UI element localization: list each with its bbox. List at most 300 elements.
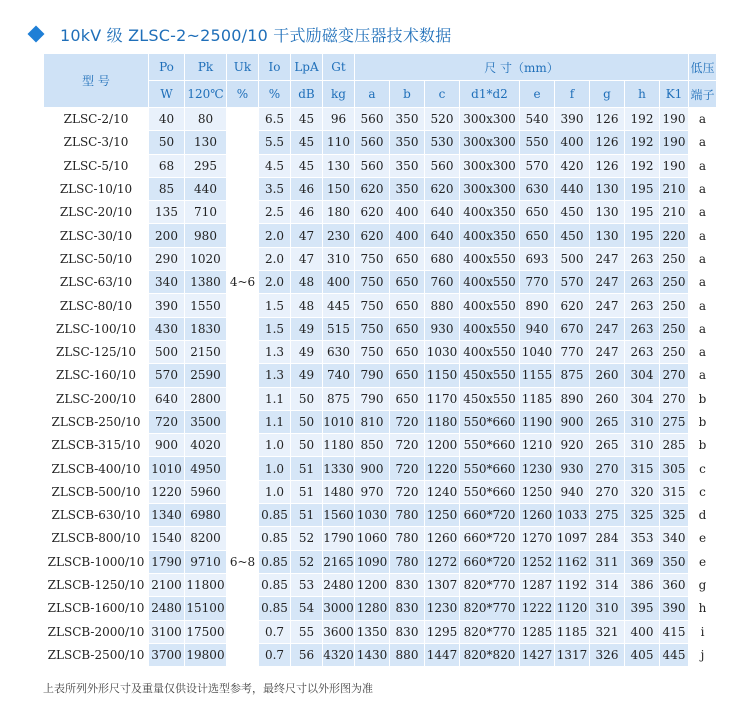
dim-b-cell: 400 bbox=[390, 201, 425, 224]
dim-f-cell: 620 bbox=[555, 294, 590, 317]
gt-cell: 1560 bbox=[323, 504, 355, 527]
dim-a-cell: 560 bbox=[355, 131, 390, 154]
dim-b-cell: 880 bbox=[390, 643, 425, 666]
lpa-cell: 45 bbox=[291, 108, 323, 131]
table-header bbox=[44, 54, 717, 108]
dim-b-cell: 400 bbox=[390, 224, 425, 247]
table-row bbox=[44, 434, 717, 457]
gt-cell: 1790 bbox=[323, 527, 355, 550]
dim-c-cell: 1295 bbox=[425, 620, 460, 643]
po-cell: 85 bbox=[149, 177, 185, 200]
terminal-cell: a bbox=[689, 224, 717, 247]
dim-g-cell: 284 bbox=[590, 527, 625, 550]
dim-g-cell: 270 bbox=[590, 480, 625, 503]
dim-d-cell: 400x550 bbox=[460, 247, 520, 270]
dim-g-cell: 247 bbox=[590, 294, 625, 317]
dim-a-cell: 850 bbox=[355, 434, 390, 457]
dim-a-cell: 1430 bbox=[355, 643, 390, 666]
dim-d-cell: 300x300 bbox=[460, 177, 520, 200]
po-cell: 900 bbox=[149, 434, 185, 457]
dim-k1-cell: 210 bbox=[660, 201, 689, 224]
dim-c-cell: 620 bbox=[425, 177, 460, 200]
terminal-cell: a bbox=[689, 108, 717, 131]
model-cell: ZLSC-10/10 bbox=[44, 177, 149, 200]
table-row bbox=[44, 480, 717, 503]
gt-cell: 110 bbox=[323, 131, 355, 154]
dim-e-cell: 770 bbox=[520, 271, 555, 294]
po-cell: 135 bbox=[149, 201, 185, 224]
dim-b-cell: 720 bbox=[390, 410, 425, 433]
io-cell: 0.7 bbox=[259, 620, 291, 643]
dim-c-cell: 1260 bbox=[425, 527, 460, 550]
lpa-cell: 51 bbox=[291, 457, 323, 480]
dim-d-cell: 400x550 bbox=[460, 340, 520, 363]
pk-cell: 1380 bbox=[185, 271, 227, 294]
dim-h-cell: 195 bbox=[625, 201, 660, 224]
po-cell: 50 bbox=[149, 131, 185, 154]
table-row bbox=[44, 410, 717, 433]
po-cell: 40 bbox=[149, 108, 185, 131]
dim-e-cell: 550 bbox=[520, 131, 555, 154]
dim-d-cell: 660*720 bbox=[460, 504, 520, 527]
dim-d-cell: 300x300 bbox=[460, 131, 520, 154]
model-cell: ZLSC-125/10 bbox=[44, 340, 149, 363]
dim-b-cell: 650 bbox=[390, 294, 425, 317]
dim-h-cell: 192 bbox=[625, 108, 660, 131]
dim-f-cell: 1185 bbox=[555, 620, 590, 643]
terminal-cell: a bbox=[689, 317, 717, 340]
lpa-cell: 52 bbox=[291, 527, 323, 550]
dim-h-cell: 405 bbox=[625, 643, 660, 666]
pk-cell: 11800 bbox=[185, 573, 227, 596]
dim-h-cell: 315 bbox=[625, 457, 660, 480]
terminal-cell: c bbox=[689, 480, 717, 503]
gt-cell: 2165 bbox=[323, 550, 355, 573]
dim-k1-cell: 190 bbox=[660, 108, 689, 131]
po-cell: 430 bbox=[149, 317, 185, 340]
dim-a-cell: 790 bbox=[355, 387, 390, 410]
lpa-cell: 47 bbox=[291, 224, 323, 247]
dim-h-cell: 263 bbox=[625, 271, 660, 294]
lpa-cell: 55 bbox=[291, 620, 323, 643]
dim-b-cell: 830 bbox=[390, 597, 425, 620]
dim-h-cell: 369 bbox=[625, 550, 660, 573]
dim-k1-cell: 270 bbox=[660, 364, 689, 387]
gt-cell: 445 bbox=[323, 294, 355, 317]
dim-d-cell: 450x550 bbox=[460, 364, 520, 387]
gt-cell: 3600 bbox=[323, 620, 355, 643]
dim-a-cell: 560 bbox=[355, 108, 390, 131]
table-row bbox=[44, 131, 717, 154]
po-cell: 1010 bbox=[149, 457, 185, 480]
gt-cell: 2480 bbox=[323, 573, 355, 596]
title-row bbox=[30, 22, 451, 46]
dim-e-cell: 693 bbox=[520, 247, 555, 270]
pk-cell: 4020 bbox=[185, 434, 227, 457]
terminal-cell: a bbox=[689, 177, 717, 200]
dim-g-header: g bbox=[590, 81, 625, 108]
dim-h-cell: 304 bbox=[625, 387, 660, 410]
pk-cell: 980 bbox=[185, 224, 227, 247]
gt-header: Gt bbox=[323, 54, 355, 81]
dim-b-cell: 650 bbox=[390, 340, 425, 363]
model-cell: ZLSC-20/10 bbox=[44, 201, 149, 224]
io-cell: 1.1 bbox=[259, 410, 291, 433]
dim-e-cell: 1040 bbox=[520, 340, 555, 363]
lpa-cell: 50 bbox=[291, 410, 323, 433]
pk-cell: 130 bbox=[185, 131, 227, 154]
dim-e-cell: 1287 bbox=[520, 573, 555, 596]
dim-c-cell: 1200 bbox=[425, 434, 460, 457]
dim-b-cell: 830 bbox=[390, 573, 425, 596]
table-row bbox=[44, 457, 717, 480]
model-cell: ZLSCB-630/10 bbox=[44, 504, 149, 527]
dim-d-cell: 550*660 bbox=[460, 457, 520, 480]
dim-e-cell: 1190 bbox=[520, 410, 555, 433]
table-row bbox=[44, 364, 717, 387]
model-cell: ZLSC-50/10 bbox=[44, 247, 149, 270]
dim-f-cell: 1033 bbox=[555, 504, 590, 527]
dim-k1-cell: 390 bbox=[660, 597, 689, 620]
terminal-cell: b bbox=[689, 387, 717, 410]
io-unit: % bbox=[259, 81, 291, 108]
dim-c-cell: 1180 bbox=[425, 410, 460, 433]
dim-b-cell: 650 bbox=[390, 387, 425, 410]
dim-k1-cell: 220 bbox=[660, 224, 689, 247]
dim-c-cell: 1150 bbox=[425, 364, 460, 387]
pk-cell: 2590 bbox=[185, 364, 227, 387]
table-body bbox=[44, 108, 717, 667]
dim-g-cell: 310 bbox=[590, 597, 625, 620]
dim-f-cell: 500 bbox=[555, 247, 590, 270]
uk-group-cell: 6~8 bbox=[227, 457, 259, 667]
io-cell: 1.0 bbox=[259, 457, 291, 480]
dim-d-cell: 400x350 bbox=[460, 224, 520, 247]
dim-g-cell: 275 bbox=[590, 504, 625, 527]
io-header: Io bbox=[259, 54, 291, 81]
gt-unit: kg bbox=[323, 81, 355, 108]
lpa-cell: 54 bbox=[291, 597, 323, 620]
pk-cell: 17500 bbox=[185, 620, 227, 643]
dim-c-cell: 640 bbox=[425, 224, 460, 247]
lpa-cell: 45 bbox=[291, 154, 323, 177]
dim-c-cell: 880 bbox=[425, 294, 460, 317]
lpa-cell: 49 bbox=[291, 317, 323, 340]
gt-cell: 1480 bbox=[323, 480, 355, 503]
dim-g-cell: 130 bbox=[590, 224, 625, 247]
dim-f-cell: 890 bbox=[555, 387, 590, 410]
dim-f-cell: 400 bbox=[555, 131, 590, 154]
dim-a-cell: 1090 bbox=[355, 550, 390, 573]
io-cell: 0.85 bbox=[259, 573, 291, 596]
diamond-bullet-icon bbox=[28, 26, 45, 43]
table-row bbox=[44, 643, 717, 666]
gt-cell: 150 bbox=[323, 177, 355, 200]
pk-cell: 2150 bbox=[185, 340, 227, 363]
dim-g-cell: 311 bbox=[590, 550, 625, 573]
model-cell: ZLSCB-800/10 bbox=[44, 527, 149, 550]
dim-h-cell: 195 bbox=[625, 177, 660, 200]
dim-e-cell: 570 bbox=[520, 154, 555, 177]
model-cell: ZLSCB-2500/10 bbox=[44, 643, 149, 666]
po-cell: 1790 bbox=[149, 550, 185, 573]
dim-a-cell: 750 bbox=[355, 271, 390, 294]
po-cell: 3700 bbox=[149, 643, 185, 666]
dim-e-cell: 650 bbox=[520, 201, 555, 224]
io-cell: 5.5 bbox=[259, 131, 291, 154]
dim-a-cell: 750 bbox=[355, 340, 390, 363]
dim-c-cell: 640 bbox=[425, 201, 460, 224]
terminal-cell: b bbox=[689, 434, 717, 457]
dim-h-cell: 320 bbox=[625, 480, 660, 503]
model-cell: ZLSC-63/10 bbox=[44, 271, 149, 294]
dim-c-cell: 1272 bbox=[425, 550, 460, 573]
model-cell: ZLSC-3/10 bbox=[44, 131, 149, 154]
footer-note: 上表所列外形尺寸及重量仅供设计选型参考，最终尺寸以外形图为准 bbox=[43, 682, 373, 695]
dim-d-header: d1*d2 bbox=[460, 81, 520, 108]
dim-e-cell: 1155 bbox=[520, 364, 555, 387]
dim-f-cell: 1192 bbox=[555, 573, 590, 596]
po-cell: 2100 bbox=[149, 573, 185, 596]
lpa-cell: 50 bbox=[291, 387, 323, 410]
terminal-cell: a bbox=[689, 131, 717, 154]
dim-d-cell: 400x550 bbox=[460, 317, 520, 340]
dim-k1-cell: 445 bbox=[660, 643, 689, 666]
dim-b-cell: 650 bbox=[390, 317, 425, 340]
model-cell: ZLSC-80/10 bbox=[44, 294, 149, 317]
gt-cell: 400 bbox=[323, 271, 355, 294]
dim-d-cell: 400x350 bbox=[460, 201, 520, 224]
dim-k1-cell: 275 bbox=[660, 410, 689, 433]
lpa-cell: 50 bbox=[291, 434, 323, 457]
pk-unit: 120℃ bbox=[185, 81, 227, 108]
uk-group-cell: 4~6 bbox=[227, 108, 259, 457]
lpa-header: LpA bbox=[291, 54, 323, 81]
dim-a-cell: 1030 bbox=[355, 504, 390, 527]
dim-a-cell: 620 bbox=[355, 224, 390, 247]
gt-cell: 180 bbox=[323, 201, 355, 224]
dim-e-cell: 1285 bbox=[520, 620, 555, 643]
model-cell: ZLSCB-1600/10 bbox=[44, 597, 149, 620]
gt-cell: 1330 bbox=[323, 457, 355, 480]
terminal-cell: a bbox=[689, 247, 717, 270]
pk-cell: 710 bbox=[185, 201, 227, 224]
dim-k1-cell: 250 bbox=[660, 340, 689, 363]
dim-e-cell: 1185 bbox=[520, 387, 555, 410]
gt-cell: 1180 bbox=[323, 434, 355, 457]
low-voltage-header-top: 低压 bbox=[689, 54, 717, 81]
model-cell: ZLSCB-315/10 bbox=[44, 434, 149, 457]
model-cell: ZLSC-30/10 bbox=[44, 224, 149, 247]
gt-cell: 4320 bbox=[323, 643, 355, 666]
terminal-cell: b bbox=[689, 410, 717, 433]
table-row bbox=[44, 224, 717, 247]
dim-f-cell: 900 bbox=[555, 410, 590, 433]
model-cell: ZLSC-2/10 bbox=[44, 108, 149, 131]
dim-f-cell: 770 bbox=[555, 340, 590, 363]
table-row bbox=[44, 294, 717, 317]
dim-a-cell: 1200 bbox=[355, 573, 390, 596]
dim-a-cell: 620 bbox=[355, 201, 390, 224]
dim-h-cell: 263 bbox=[625, 294, 660, 317]
po-cell: 1540 bbox=[149, 527, 185, 550]
dim-e-cell: 1252 bbox=[520, 550, 555, 573]
pk-cell: 1550 bbox=[185, 294, 227, 317]
io-cell: 2.0 bbox=[259, 247, 291, 270]
table-row bbox=[44, 177, 717, 200]
dim-a-cell: 750 bbox=[355, 247, 390, 270]
lpa-cell: 52 bbox=[291, 550, 323, 573]
po-cell: 720 bbox=[149, 410, 185, 433]
io-cell: 0.85 bbox=[259, 597, 291, 620]
gt-cell: 1010 bbox=[323, 410, 355, 433]
dim-f-cell: 450 bbox=[555, 201, 590, 224]
dim-b-cell: 830 bbox=[390, 620, 425, 643]
dim-f-cell: 570 bbox=[555, 271, 590, 294]
dim-d-cell: 550*660 bbox=[460, 410, 520, 433]
lpa-cell: 56 bbox=[291, 643, 323, 666]
dim-e-cell: 1210 bbox=[520, 434, 555, 457]
lpa-cell: 49 bbox=[291, 340, 323, 363]
pk-cell: 4950 bbox=[185, 457, 227, 480]
dim-d-cell: 400x550 bbox=[460, 294, 520, 317]
dim-g-cell: 126 bbox=[590, 108, 625, 131]
dim-k1-cell: 250 bbox=[660, 271, 689, 294]
dim-e-cell: 650 bbox=[520, 224, 555, 247]
io-cell: 2.5 bbox=[259, 201, 291, 224]
dim-a-header: a bbox=[355, 81, 390, 108]
dim-f-cell: 940 bbox=[555, 480, 590, 503]
dim-k1-cell: 325 bbox=[660, 504, 689, 527]
dim-g-cell: 260 bbox=[590, 387, 625, 410]
pk-cell: 3500 bbox=[185, 410, 227, 433]
io-cell: 1.0 bbox=[259, 434, 291, 457]
po-unit: W bbox=[149, 81, 185, 108]
dim-d-cell: 820*820 bbox=[460, 643, 520, 666]
dim-a-cell: 750 bbox=[355, 294, 390, 317]
lpa-cell: 48 bbox=[291, 271, 323, 294]
dim-b-cell: 720 bbox=[390, 480, 425, 503]
dim-h-header: h bbox=[625, 81, 660, 108]
dim-a-cell: 1280 bbox=[355, 597, 390, 620]
model-cell: ZLSCB-250/10 bbox=[44, 410, 149, 433]
dim-b-cell: 780 bbox=[390, 527, 425, 550]
terminal-cell: g bbox=[689, 573, 717, 596]
dim-h-cell: 395 bbox=[625, 597, 660, 620]
model-cell: ZLSCB-500/10 bbox=[44, 480, 149, 503]
terminal-cell: c bbox=[689, 457, 717, 480]
io-cell: 1.1 bbox=[259, 387, 291, 410]
table-row bbox=[44, 340, 717, 363]
lpa-cell: 46 bbox=[291, 177, 323, 200]
io-cell: 2.0 bbox=[259, 271, 291, 294]
table-row bbox=[44, 550, 717, 573]
terminal-cell: a bbox=[689, 364, 717, 387]
pk-cell: 1020 bbox=[185, 247, 227, 270]
uk-unit: % bbox=[227, 81, 259, 108]
dim-h-cell: 304 bbox=[625, 364, 660, 387]
dim-k1-cell: 190 bbox=[660, 154, 689, 177]
dim-g-cell: 247 bbox=[590, 317, 625, 340]
table-row bbox=[44, 387, 717, 410]
dim-e-header: e bbox=[520, 81, 555, 108]
dim-f-cell: 450 bbox=[555, 224, 590, 247]
table-row bbox=[44, 597, 717, 620]
dim-e-cell: 1250 bbox=[520, 480, 555, 503]
dim-k1-cell: 285 bbox=[660, 434, 689, 457]
table-row bbox=[44, 504, 717, 527]
dim-e-cell: 1427 bbox=[520, 643, 555, 666]
dim-e-cell: 1222 bbox=[520, 597, 555, 620]
pk-header: Pk bbox=[185, 54, 227, 81]
model-cell: ZLSCB-1250/10 bbox=[44, 573, 149, 596]
table-row bbox=[44, 527, 717, 550]
dim-a-cell: 900 bbox=[355, 457, 390, 480]
terminal-cell: a bbox=[689, 271, 717, 294]
dim-b-cell: 350 bbox=[390, 131, 425, 154]
dim-c-cell: 1030 bbox=[425, 340, 460, 363]
dim-d-cell: 820*770 bbox=[460, 573, 520, 596]
dim-g-cell: 126 bbox=[590, 154, 625, 177]
dim-c-cell: 530 bbox=[425, 131, 460, 154]
table-row bbox=[44, 201, 717, 224]
dim-a-cell: 560 bbox=[355, 154, 390, 177]
model-cell: ZLSC-5/10 bbox=[44, 154, 149, 177]
pk-cell: 19800 bbox=[185, 643, 227, 666]
pk-cell: 1830 bbox=[185, 317, 227, 340]
terminal-cell: h bbox=[689, 597, 717, 620]
dim-d-cell: 300x300 bbox=[460, 108, 520, 131]
dim-c-cell: 1250 bbox=[425, 504, 460, 527]
dim-b-header: b bbox=[390, 81, 425, 108]
dim-b-cell: 720 bbox=[390, 434, 425, 457]
dim-g-cell: 247 bbox=[590, 271, 625, 294]
gt-cell: 3000 bbox=[323, 597, 355, 620]
model-cell: ZLSCB-2000/10 bbox=[44, 620, 149, 643]
dim-g-cell: 321 bbox=[590, 620, 625, 643]
dim-g-cell: 130 bbox=[590, 177, 625, 200]
gt-cell: 310 bbox=[323, 247, 355, 270]
dim-d-cell: 450x550 bbox=[460, 387, 520, 410]
table-row bbox=[44, 317, 717, 340]
low-voltage-header-bottom: 端子 bbox=[689, 81, 717, 108]
po-cell: 640 bbox=[149, 387, 185, 410]
dim-k1-cell: 340 bbox=[660, 527, 689, 550]
dim-c-cell: 930 bbox=[425, 317, 460, 340]
lpa-cell: 51 bbox=[291, 504, 323, 527]
model-header: 型 号 bbox=[44, 54, 149, 108]
dim-h-cell: 400 bbox=[625, 620, 660, 643]
pk-cell: 6980 bbox=[185, 504, 227, 527]
dim-k1-cell: 250 bbox=[660, 247, 689, 270]
model-cell: ZLSCB-1000/10 bbox=[44, 550, 149, 573]
po-cell: 390 bbox=[149, 294, 185, 317]
table-row bbox=[44, 573, 717, 596]
model-cell: ZLSC-200/10 bbox=[44, 387, 149, 410]
dim-h-cell: 263 bbox=[625, 340, 660, 363]
dim-h-cell: 263 bbox=[625, 247, 660, 270]
dim-c-cell: 520 bbox=[425, 108, 460, 131]
dim-g-cell: 270 bbox=[590, 457, 625, 480]
dim-g-cell: 126 bbox=[590, 131, 625, 154]
io-cell: 0.85 bbox=[259, 550, 291, 573]
lpa-cell: 49 bbox=[291, 364, 323, 387]
dim-h-cell: 192 bbox=[625, 154, 660, 177]
io-cell: 2.0 bbox=[259, 224, 291, 247]
page-title: 10kV 级 ZLSC-2~2500/10 干式励磁变压器技术数据 bbox=[60, 25, 452, 45]
dimensions-header: 尺 寸（mm） bbox=[355, 54, 689, 81]
table-row bbox=[44, 271, 717, 294]
